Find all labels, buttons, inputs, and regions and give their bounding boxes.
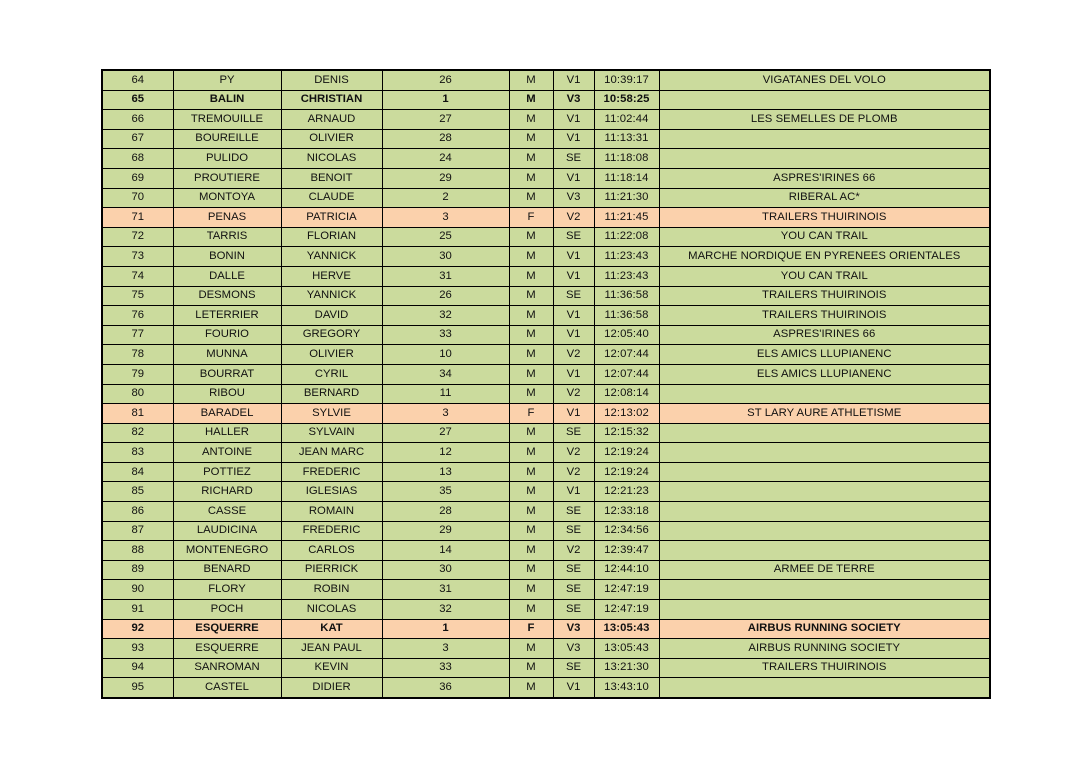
- cell-nom: BARADEL: [173, 404, 281, 424]
- cell-club: ASPRES'IRINES 66: [659, 325, 990, 345]
- cell-sexe: M: [509, 443, 553, 463]
- cell-dossard: 3: [382, 208, 509, 228]
- table-row: [102, 306, 990, 326]
- cell-prenom: SYLVAIN: [281, 423, 382, 443]
- cell-nom: TREMOUILLE: [173, 110, 281, 130]
- cell-categorie: V2: [553, 345, 594, 365]
- cell-place: 92: [102, 619, 173, 639]
- table-row: [102, 600, 990, 620]
- cell-club: [659, 462, 990, 482]
- cell-categorie: V2: [553, 208, 594, 228]
- cell-sexe: F: [509, 619, 553, 639]
- cell-temps: 12:07:44: [594, 345, 659, 365]
- cell-place: 93: [102, 639, 173, 659]
- cell-club: ELS AMICS LLUPIANENC: [659, 364, 990, 384]
- cell-dossard: 33: [382, 658, 509, 678]
- cell-sexe: M: [509, 364, 553, 384]
- cell-nom: PENAS: [173, 208, 281, 228]
- table-row: [102, 639, 990, 659]
- cell-dossard: 25: [382, 227, 509, 247]
- table-row: [102, 521, 990, 541]
- cell-place: 80: [102, 384, 173, 404]
- cell-categorie: V2: [553, 384, 594, 404]
- cell-temps: 11:22:08: [594, 227, 659, 247]
- cell-sexe: M: [509, 384, 553, 404]
- cell-sexe: M: [509, 286, 553, 306]
- cell-club: [659, 580, 990, 600]
- cell-club: LES SEMELLES DE PLOMB: [659, 110, 990, 130]
- cell-temps: 11:23:43: [594, 266, 659, 286]
- cell-categorie: SE: [553, 227, 594, 247]
- table-row: [102, 129, 990, 149]
- cell-place: 67: [102, 129, 173, 149]
- cell-club: VIGATANES DEL VOLO: [659, 70, 990, 90]
- cell-temps: 12:47:19: [594, 580, 659, 600]
- cell-sexe: M: [509, 678, 553, 698]
- cell-temps: 11:21:45: [594, 208, 659, 228]
- cell-categorie: SE: [553, 502, 594, 522]
- cell-place: 77: [102, 325, 173, 345]
- cell-categorie: V3: [553, 188, 594, 208]
- cell-prenom: CHRISTIAN: [281, 90, 382, 110]
- table-row: [102, 208, 990, 228]
- cell-prenom: JEAN PAUL: [281, 639, 382, 659]
- cell-club: [659, 129, 990, 149]
- cell-prenom: DENIS: [281, 70, 382, 90]
- cell-temps: 11:21:30: [594, 188, 659, 208]
- cell-sexe: M: [509, 482, 553, 502]
- cell-nom: DESMONS: [173, 286, 281, 306]
- cell-prenom: KEVIN: [281, 658, 382, 678]
- table-row: [102, 502, 990, 522]
- cell-sexe: M: [509, 423, 553, 443]
- cell-dossard: 13: [382, 462, 509, 482]
- cell-prenom: FREDERIC: [281, 462, 382, 482]
- cell-temps: 10:39:17: [594, 70, 659, 90]
- cell-nom: MONTENEGRO: [173, 541, 281, 561]
- cell-dossard: 3: [382, 639, 509, 659]
- cell-dossard: 26: [382, 70, 509, 90]
- cell-prenom: BERNARD: [281, 384, 382, 404]
- cell-temps: 11:23:43: [594, 247, 659, 267]
- cell-temps: 13:05:43: [594, 639, 659, 659]
- cell-dossard: 29: [382, 521, 509, 541]
- results-table-body: [102, 70, 990, 698]
- cell-club: YOU CAN TRAIL: [659, 266, 990, 286]
- cell-prenom: CLAUDE: [281, 188, 382, 208]
- cell-categorie: SE: [553, 658, 594, 678]
- table-row: [102, 266, 990, 286]
- cell-temps: 12:07:44: [594, 364, 659, 384]
- cell-place: 87: [102, 521, 173, 541]
- cell-sexe: M: [509, 168, 553, 188]
- cell-club: [659, 541, 990, 561]
- table-row: [102, 560, 990, 580]
- cell-categorie: V2: [553, 462, 594, 482]
- cell-sexe: M: [509, 110, 553, 130]
- cell-dossard: 3: [382, 404, 509, 424]
- cell-dossard: 35: [382, 482, 509, 502]
- cell-sexe: F: [509, 208, 553, 228]
- cell-dossard: 33: [382, 325, 509, 345]
- table-row: [102, 149, 990, 169]
- table-row: [102, 404, 990, 424]
- cell-sexe: M: [509, 149, 553, 169]
- cell-place: 86: [102, 502, 173, 522]
- table-row: [102, 286, 990, 306]
- cell-club: [659, 521, 990, 541]
- cell-temps: 12:34:56: [594, 521, 659, 541]
- cell-place: 64: [102, 70, 173, 90]
- cell-place: 65: [102, 90, 173, 110]
- cell-dossard: 27: [382, 110, 509, 130]
- cell-categorie: SE: [553, 580, 594, 600]
- cell-sexe: M: [509, 502, 553, 522]
- cell-prenom: OLIVIER: [281, 345, 382, 365]
- cell-nom: PULIDO: [173, 149, 281, 169]
- cell-categorie: V1: [553, 168, 594, 188]
- cell-prenom: IGLESIAS: [281, 482, 382, 502]
- cell-prenom: YANNICK: [281, 247, 382, 267]
- cell-place: 95: [102, 678, 173, 698]
- cell-temps: 10:58:25: [594, 90, 659, 110]
- cell-categorie: SE: [553, 521, 594, 541]
- cell-categorie: SE: [553, 286, 594, 306]
- cell-club: [659, 423, 990, 443]
- cell-dossard: 32: [382, 306, 509, 326]
- cell-temps: 12:33:18: [594, 502, 659, 522]
- cell-prenom: BENOIT: [281, 168, 382, 188]
- cell-nom: ANTOINE: [173, 443, 281, 463]
- cell-place: 91: [102, 600, 173, 620]
- cell-temps: 12:05:40: [594, 325, 659, 345]
- cell-sexe: M: [509, 70, 553, 90]
- cell-dossard: 24: [382, 149, 509, 169]
- cell-prenom: JEAN MARC: [281, 443, 382, 463]
- cell-club: [659, 90, 990, 110]
- cell-place: 71: [102, 208, 173, 228]
- cell-club: ELS AMICS LLUPIANENC: [659, 345, 990, 365]
- cell-dossard: 14: [382, 541, 509, 561]
- cell-prenom: GREGORY: [281, 325, 382, 345]
- cell-place: 69: [102, 168, 173, 188]
- cell-nom: POCH: [173, 600, 281, 620]
- cell-categorie: V1: [553, 266, 594, 286]
- table-row: [102, 462, 990, 482]
- cell-temps: 11:02:44: [594, 110, 659, 130]
- table-row: [102, 619, 990, 639]
- cell-categorie: SE: [553, 423, 594, 443]
- cell-prenom: DIDIER: [281, 678, 382, 698]
- cell-categorie: V3: [553, 90, 594, 110]
- cell-categorie: V1: [553, 678, 594, 698]
- cell-prenom: KAT: [281, 619, 382, 639]
- cell-dossard: 29: [382, 168, 509, 188]
- table-row: [102, 678, 990, 698]
- cell-place: 78: [102, 345, 173, 365]
- table-row: [102, 247, 990, 267]
- cell-dossard: 1: [382, 619, 509, 639]
- cell-prenom: HERVE: [281, 266, 382, 286]
- cell-prenom: SYLVIE: [281, 404, 382, 424]
- table-row: [102, 110, 990, 130]
- cell-dossard: 11: [382, 384, 509, 404]
- cell-place: 79: [102, 364, 173, 384]
- cell-club: MARCHE NORDIQUE EN PYRENEES ORIENTALES: [659, 247, 990, 267]
- cell-prenom: NICOLAS: [281, 600, 382, 620]
- cell-club: TRAILERS THUIRINOIS: [659, 658, 990, 678]
- cell-club: [659, 443, 990, 463]
- cell-prenom: PIERRICK: [281, 560, 382, 580]
- cell-nom: BOURRAT: [173, 364, 281, 384]
- cell-sexe: M: [509, 541, 553, 561]
- cell-prenom: PATRICIA: [281, 208, 382, 228]
- cell-nom: ESQUERRE: [173, 619, 281, 639]
- table-row: [102, 541, 990, 561]
- table-row: [102, 443, 990, 463]
- cell-place: 89: [102, 560, 173, 580]
- cell-sexe: M: [509, 188, 553, 208]
- cell-club: [659, 502, 990, 522]
- cell-club: TRAILERS THUIRINOIS: [659, 208, 990, 228]
- cell-nom: TARRIS: [173, 227, 281, 247]
- cell-sexe: M: [509, 227, 553, 247]
- cell-categorie: V3: [553, 619, 594, 639]
- table-row: [102, 227, 990, 247]
- cell-prenom: CYRIL: [281, 364, 382, 384]
- table-row: [102, 423, 990, 443]
- cell-categorie: V1: [553, 247, 594, 267]
- cell-place: 74: [102, 266, 173, 286]
- cell-categorie: V2: [553, 443, 594, 463]
- cell-temps: 11:36:58: [594, 286, 659, 306]
- cell-dossard: 30: [382, 560, 509, 580]
- cell-dossard: 31: [382, 266, 509, 286]
- cell-place: 88: [102, 541, 173, 561]
- cell-temps: 12:08:14: [594, 384, 659, 404]
- cell-categorie: V1: [553, 306, 594, 326]
- cell-categorie: V1: [553, 404, 594, 424]
- cell-place: 68: [102, 149, 173, 169]
- cell-club: TRAILERS THUIRINOIS: [659, 306, 990, 326]
- cell-sexe: M: [509, 600, 553, 620]
- cell-categorie: V1: [553, 325, 594, 345]
- cell-prenom: ROBIN: [281, 580, 382, 600]
- cell-place: 94: [102, 658, 173, 678]
- cell-sexe: M: [509, 306, 553, 326]
- cell-categorie: SE: [553, 560, 594, 580]
- cell-categorie: V1: [553, 129, 594, 149]
- cell-dossard: 27: [382, 423, 509, 443]
- table-row: [102, 345, 990, 365]
- cell-categorie: V1: [553, 482, 594, 502]
- cell-nom: BENARD: [173, 560, 281, 580]
- cell-dossard: 1: [382, 90, 509, 110]
- cell-club: [659, 600, 990, 620]
- cell-temps: 12:19:24: [594, 462, 659, 482]
- cell-temps: 13:05:43: [594, 619, 659, 639]
- table-row: [102, 188, 990, 208]
- table-row: [102, 325, 990, 345]
- cell-nom: HALLER: [173, 423, 281, 443]
- results-table-container: [101, 69, 989, 699]
- cell-dossard: 36: [382, 678, 509, 698]
- cell-club: [659, 482, 990, 502]
- cell-dossard: 28: [382, 129, 509, 149]
- cell-place: 90: [102, 580, 173, 600]
- cell-nom: FOURIO: [173, 325, 281, 345]
- cell-nom: BOUREILLE: [173, 129, 281, 149]
- cell-club: AIRBUS RUNNING SOCIETY: [659, 619, 990, 639]
- table-row: [102, 384, 990, 404]
- cell-sexe: M: [509, 345, 553, 365]
- cell-temps: 12:47:19: [594, 600, 659, 620]
- cell-nom: RIBOU: [173, 384, 281, 404]
- cell-prenom: ROMAIN: [281, 502, 382, 522]
- cell-place: 81: [102, 404, 173, 424]
- cell-place: 75: [102, 286, 173, 306]
- cell-temps: 11:18:08: [594, 149, 659, 169]
- cell-nom: ESQUERRE: [173, 639, 281, 659]
- cell-sexe: M: [509, 325, 553, 345]
- cell-sexe: M: [509, 266, 553, 286]
- cell-nom: BALIN: [173, 90, 281, 110]
- cell-sexe: M: [509, 247, 553, 267]
- cell-place: 84: [102, 462, 173, 482]
- cell-categorie: V3: [553, 639, 594, 659]
- cell-prenom: FREDERIC: [281, 521, 382, 541]
- cell-sexe: F: [509, 404, 553, 424]
- cell-place: 72: [102, 227, 173, 247]
- cell-categorie: V1: [553, 364, 594, 384]
- cell-categorie: V1: [553, 70, 594, 90]
- cell-sexe: M: [509, 639, 553, 659]
- cell-dossard: 12: [382, 443, 509, 463]
- cell-temps: 13:21:30: [594, 658, 659, 678]
- table-row: [102, 90, 990, 110]
- cell-categorie: V2: [553, 541, 594, 561]
- cell-nom: RICHARD: [173, 482, 281, 502]
- cell-sexe: M: [509, 90, 553, 110]
- cell-prenom: NICOLAS: [281, 149, 382, 169]
- cell-prenom: FLORIAN: [281, 227, 382, 247]
- cell-nom: DALLE: [173, 266, 281, 286]
- cell-nom: PY: [173, 70, 281, 90]
- cell-temps: 12:44:10: [594, 560, 659, 580]
- cell-sexe: M: [509, 521, 553, 541]
- cell-temps: 11:18:14: [594, 168, 659, 188]
- cell-dossard: 10: [382, 345, 509, 365]
- cell-temps: 12:15:32: [594, 423, 659, 443]
- cell-nom: CASSE: [173, 502, 281, 522]
- cell-prenom: OLIVIER: [281, 129, 382, 149]
- cell-temps: 12:39:47: [594, 541, 659, 561]
- table-row: [102, 580, 990, 600]
- cell-place: 73: [102, 247, 173, 267]
- cell-dossard: 32: [382, 600, 509, 620]
- cell-place: 82: [102, 423, 173, 443]
- cell-nom: CASTEL: [173, 678, 281, 698]
- cell-club: RIBERAL AC*: [659, 188, 990, 208]
- cell-dossard: 30: [382, 247, 509, 267]
- table-row: [102, 658, 990, 678]
- cell-nom: PROUTIERE: [173, 168, 281, 188]
- cell-club: ST LARY AURE ATHLETISME: [659, 404, 990, 424]
- cell-sexe: M: [509, 658, 553, 678]
- cell-club: ASPRES'IRINES 66: [659, 168, 990, 188]
- cell-nom: MUNNA: [173, 345, 281, 365]
- cell-prenom: YANNICK: [281, 286, 382, 306]
- cell-prenom: ARNAUD: [281, 110, 382, 130]
- cell-club: AIRBUS RUNNING SOCIETY: [659, 639, 990, 659]
- cell-club: ARMEE DE TERRE: [659, 560, 990, 580]
- cell-place: 85: [102, 482, 173, 502]
- cell-club: TRAILERS THUIRINOIS: [659, 286, 990, 306]
- cell-club: [659, 149, 990, 169]
- table-row: [102, 364, 990, 384]
- cell-temps: 12:21:23: [594, 482, 659, 502]
- race-results-table: [101, 69, 991, 699]
- cell-sexe: M: [509, 560, 553, 580]
- cell-nom: POTTIEZ: [173, 462, 281, 482]
- cell-place: 70: [102, 188, 173, 208]
- cell-sexe: M: [509, 462, 553, 482]
- cell-categorie: SE: [553, 600, 594, 620]
- cell-dossard: 2: [382, 188, 509, 208]
- cell-temps: 11:36:58: [594, 306, 659, 326]
- cell-nom: LAUDICINA: [173, 521, 281, 541]
- cell-place: 83: [102, 443, 173, 463]
- table-row: [102, 482, 990, 502]
- cell-club: [659, 678, 990, 698]
- cell-categorie: V1: [553, 110, 594, 130]
- cell-categorie: SE: [553, 149, 594, 169]
- cell-dossard: 28: [382, 502, 509, 522]
- cell-temps: 13:43:10: [594, 678, 659, 698]
- cell-sexe: M: [509, 129, 553, 149]
- cell-temps: 12:19:24: [594, 443, 659, 463]
- cell-nom: MONTOYA: [173, 188, 281, 208]
- cell-dossard: 31: [382, 580, 509, 600]
- cell-prenom: DAVID: [281, 306, 382, 326]
- cell-temps: 11:13:31: [594, 129, 659, 149]
- cell-sexe: M: [509, 580, 553, 600]
- cell-dossard: 34: [382, 364, 509, 384]
- cell-nom: BONIN: [173, 247, 281, 267]
- cell-nom: LETERRIER: [173, 306, 281, 326]
- table-row: [102, 168, 990, 188]
- cell-temps: 12:13:02: [594, 404, 659, 424]
- cell-place: 66: [102, 110, 173, 130]
- cell-nom: SANROMAN: [173, 658, 281, 678]
- cell-nom: FLORY: [173, 580, 281, 600]
- cell-place: 76: [102, 306, 173, 326]
- table-row: [102, 70, 990, 90]
- cell-club: [659, 384, 990, 404]
- cell-dossard: 26: [382, 286, 509, 306]
- cell-prenom: CARLOS: [281, 541, 382, 561]
- cell-club: YOU CAN TRAIL: [659, 227, 990, 247]
